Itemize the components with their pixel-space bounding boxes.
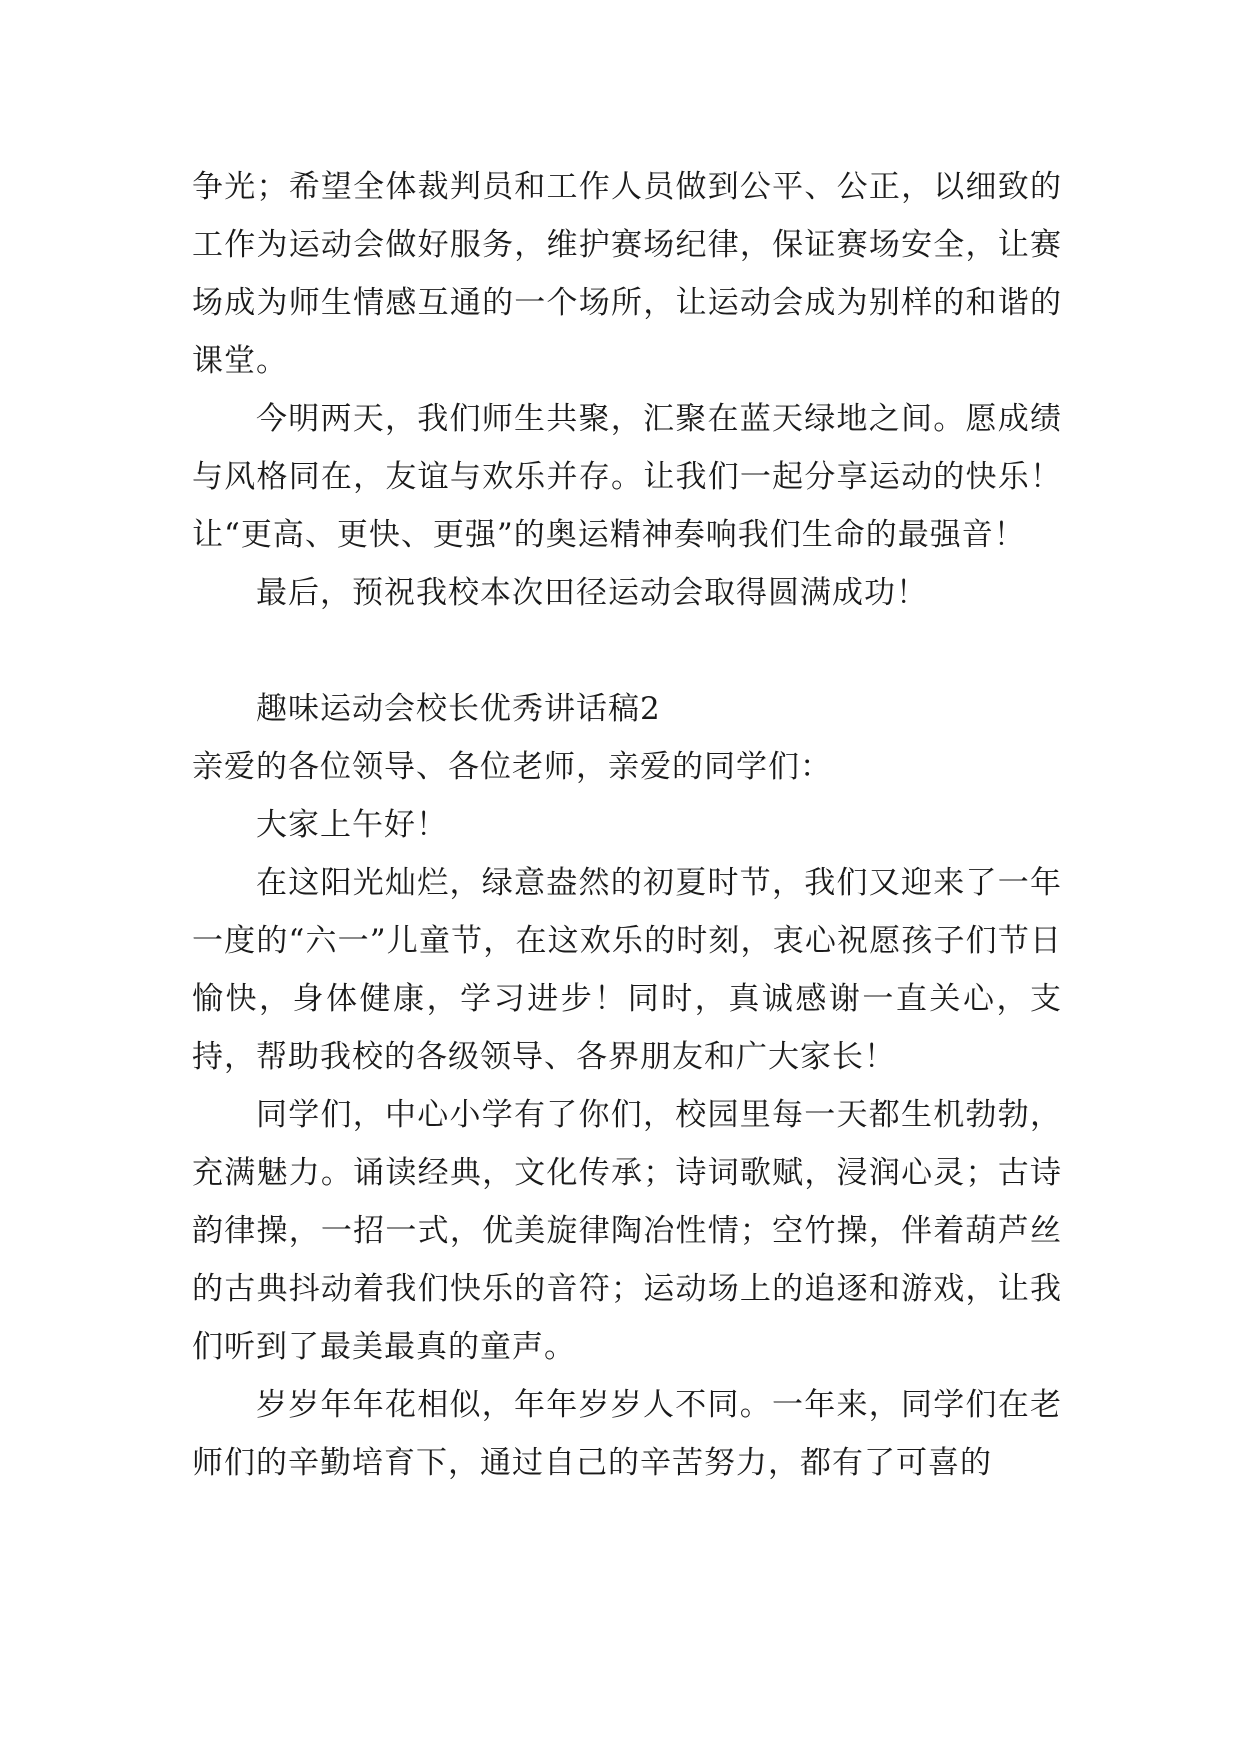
paragraph: 同学们，中心小学有了你们，校园里每一天都生机勃勃，充满魅力。诵读经典，文化传承；诗词歌赋，浸润心灵；古诗韵律操，一招一式，优美旋律陶冶性情；空竹操，伴着葫芦丝的古典抖动着我们快乐的音符；运动场上的追逐和游戏，让我们听到了最美最真的童声。 <box>192 1097 1062 1365</box>
document-body <box>192 158 1062 1492</box>
salutation: 亲爱的各位领导、各位老师，亲爱的同学们： <box>192 749 832 785</box>
greeting: 大家上午好！ <box>256 807 448 843</box>
paragraph-closing: 最后，预祝我校本次田径运动会取得圆满成功！ <box>256 575 928 611</box>
paragraph: 今明两天，我们师生共聚，汇聚在蓝天绿地之间。愿成绩与风格同在，友谊与欢乐并存。让我们一起分享运动的快乐！让“更高、更快、更强”的奥运精神奏响我们生命的最强音！ <box>192 401 1062 553</box>
paragraph-continued: 争光；希望全体裁判员和工作人员做到公平、公正，以细致的工作为运动会做好服务，维护赛场纪律，保证赛场安全，让赛场成为师生情感互通的一个场所，让运动会成为别样的和谐的课堂。 <box>192 169 1062 379</box>
section-title: 趣味运动会校长优秀讲话稿2 <box>256 691 661 727</box>
paragraph-continues: 岁岁年年花相似，年年岁岁人不同。一年来，同学们在老师们的辛勤培育下，通过自己的辛苦努力，都有了可喜的 <box>192 1387 1062 1481</box>
paragraph: 在这阳光灿烂，绿意盎然的初夏时节，我们又迎来了一年一度的“六一”儿童节，在这欢乐的时刻，衷心祝愿孩子们节日愉快，身体健康，学习进步！同时，真诚感谢一直关心，支持，帮助我校的各级领导、各界朋友和广大家长！ <box>192 865 1062 1075</box>
